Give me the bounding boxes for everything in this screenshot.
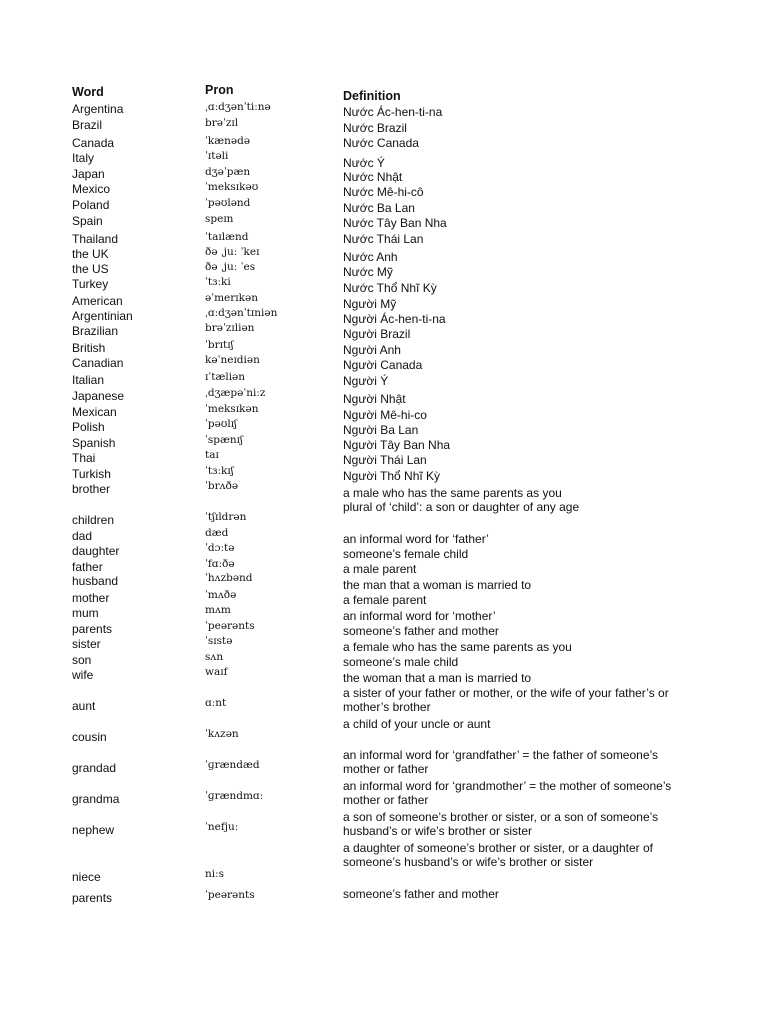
definition-cell: Nước Tây Ban Nha (343, 216, 447, 230)
word-cell: Japan (72, 167, 105, 181)
pron-cell: ˈpeərənts (205, 620, 255, 632)
definition-cell: Người Brazil (343, 327, 411, 341)
pron-cell: ˈhʌzbənd (205, 572, 253, 584)
pron-cell: dæd (205, 527, 229, 539)
pron-cell: ˈtɜːkɪʃ (205, 465, 234, 477)
pron-cell: kəˈneɪdiən (205, 354, 260, 366)
definition-cell: Người Canada (343, 358, 423, 372)
pron-cell: ðə ˌjuː ˈkeɪ (205, 246, 260, 258)
word-cell: Mexico (72, 182, 111, 196)
definition-cell: Người Nhật (343, 392, 406, 406)
pron-cell: ðə ˌjuː ˈes (205, 261, 256, 273)
word-cell: British (72, 341, 106, 355)
definition-cell: an informal word for ‘grandfather’ = the father of someone’s mother or father (343, 748, 658, 776)
word-cell: brother (72, 482, 111, 496)
word-cell: Italian (72, 373, 105, 387)
definition-cell: Người Ý (343, 374, 389, 388)
pron-cell: ˈpəʊlɪʃ (205, 418, 237, 430)
word-cell: parents (72, 891, 113, 905)
pron-cell: ˈtɜːki (205, 276, 231, 288)
word-cell: the US (72, 262, 109, 276)
pron-cell: ˈkʌzən (205, 728, 239, 740)
word-cell: children (72, 513, 115, 527)
pron-cell: ˈsɪstə (205, 635, 233, 647)
definition-cell: someone’s father and mother (343, 624, 499, 638)
pron-cell: ˈdɔːtə (205, 542, 235, 554)
pron-cell: ˈbrʌðə (205, 480, 239, 492)
pron-cell: ˈpəʊlənd (205, 197, 251, 209)
word-cell: mum (72, 606, 99, 620)
definition-cell: Nước Ác-hen-ti-na (343, 105, 443, 119)
definition-cell: someone’s father and mother (343, 887, 499, 901)
word-cell: Turkish (72, 467, 111, 481)
definition-cell: Nước Ý (343, 156, 385, 170)
word-cell: Brazil (72, 118, 103, 132)
definition-cell: an informal word for ‘mother’ (343, 609, 496, 623)
word-cell: Argentinian (72, 309, 133, 323)
word-cell: aunt (72, 699, 96, 713)
word-cell: Japanese (72, 389, 125, 403)
definition-cell: Người Mê-hi-co (343, 408, 427, 422)
word-cell: niece (72, 870, 101, 884)
definition-cell: a son of someone’s brother or sister, or a son of someone’s husband’s or wife’s brother or sister (343, 810, 659, 838)
word-cell: dad (72, 529, 93, 543)
pron-cell: speɪn (205, 213, 234, 225)
definition-cell: Nước Mỹ (343, 265, 393, 279)
definition-cell: a daughter of someone’s brother or sister, or a daughter of someone’s husband’s or wife’s brother or sister (343, 841, 653, 869)
pron-cell: ˈɡrændmɑː (205, 790, 264, 802)
definition-cell: an informal word for ‘father’ (343, 532, 489, 546)
pron-cell: taɪ (205, 449, 219, 461)
definition-cell: someone’s male child (343, 655, 459, 669)
word-cell: Spanish (72, 436, 116, 450)
definition-cell: Nước Brazil (343, 121, 407, 135)
pron-cell: ˈtaɪlænd (205, 231, 249, 243)
definition-cell: the man that a woman is married to (343, 578, 532, 592)
pron-cell: ˌɑːdʒənˈtiːnə (205, 101, 271, 113)
word-cell: father (72, 560, 103, 574)
pron-cell: ˈmeksɪkən (205, 403, 259, 415)
definition-cell: Nước Ba Lan (343, 201, 415, 215)
word-cell: wife (72, 668, 94, 682)
word-cell: cousin (72, 730, 107, 744)
word-cell: grandad (72, 761, 117, 775)
definition-cell: Người Ba Lan (343, 423, 419, 437)
definition-cell: Người Ác-hen-ti-na (343, 312, 446, 326)
word-cell: husband (72, 574, 119, 588)
word-cell: American (72, 294, 123, 308)
pron-cell: ˈnefjuː (205, 821, 239, 833)
pron-cell: ˈmʌðə (205, 589, 237, 601)
pron-cell: ˈpeərənts (205, 889, 255, 901)
pron-cell: ˈspænɪʃ (205, 434, 243, 446)
pron-cell: dʒəˈpæn (205, 166, 251, 178)
pron-cell: ˌdʒæpəˈniːz (205, 387, 266, 399)
definition-cell: Nước Nhật (343, 170, 403, 184)
pron-cell: ˈbrɪtɪʃ (205, 339, 234, 351)
pron-cell: ˈfɑːðə (205, 558, 235, 570)
definition-cell: Người Mỹ (343, 297, 397, 311)
pron-cell: ɑːnt (205, 697, 227, 709)
definition-cell: Nước Anh (343, 250, 398, 264)
pron-cell: mʌm (205, 604, 231, 616)
pron-cell: ˈmeksɪkəʊ (205, 181, 259, 193)
pron-cell: niːs (205, 868, 225, 880)
pron-cell: sʌn (205, 651, 224, 663)
definition-cell: Người Tây Ban Nha (343, 438, 451, 452)
definition-cell: Nước Thái Lan (343, 232, 424, 246)
word-cell: nephew (72, 823, 115, 837)
word-cell: Canada (72, 136, 115, 150)
pron-cell: brəˈzɪliən (205, 322, 255, 334)
definition-cell: someone’s female child (343, 547, 469, 561)
pron-cell: ˈɪtəli (205, 150, 229, 162)
header-pron: Pron (205, 83, 234, 97)
word-cell: Brazilian (72, 324, 119, 338)
definition-cell: Người Thổ Nhĩ Kỳ (343, 469, 441, 483)
pron-cell: waɪf (205, 666, 228, 678)
pron-cell: ˌɑːdʒənˈtɪniən (205, 307, 278, 319)
word-cell: the UK (72, 247, 109, 261)
definition-cell: the woman that a man is married to (343, 671, 532, 685)
pron-cell: brəˈzɪl (205, 117, 239, 129)
definition-cell: Nước Thổ Nhĩ Kỳ (343, 281, 437, 295)
word-cell: Spain (72, 214, 103, 228)
word-cell: Mexican (72, 405, 117, 419)
definition-cell: a female parent (343, 593, 427, 607)
header-word: Word (72, 85, 104, 99)
word-cell: daughter (72, 544, 120, 558)
word-cell: grandma (72, 792, 120, 806)
word-cell: Thailand (72, 232, 119, 246)
word-cell: son (72, 653, 92, 667)
word-cell: sister (72, 637, 101, 651)
definition-cell: plural of ‘child’: a son or daughter of any age (343, 500, 580, 514)
pron-cell: ˈɡrændæd (205, 759, 260, 771)
header-definition: Definition (343, 89, 401, 103)
definition-cell: a female who has the same parents as you (343, 640, 572, 654)
pron-cell: ɪˈtæliən (205, 371, 246, 383)
word-cell: Canadian (72, 356, 124, 370)
word-cell: Turkey (72, 277, 109, 291)
word-cell: Argentina (72, 102, 124, 116)
definition-cell: Người Anh (343, 343, 401, 357)
word-cell: Thai (72, 451, 96, 465)
word-cell: mother (72, 591, 110, 605)
word-cell: Italy (72, 151, 95, 165)
pron-cell: ˈkænədə (205, 135, 251, 147)
definition-cell: a male who has the same parents as you (343, 486, 562, 500)
definition-cell: Nước Canada (343, 136, 419, 150)
word-cell: Polish (72, 420, 105, 434)
definition-cell: a male parent (343, 562, 417, 576)
word-cell: Poland (72, 198, 110, 212)
definition-cell: Người Thái Lan (343, 453, 427, 467)
definition-cell: Nước Mê-hi-cô (343, 185, 424, 199)
definition-cell: a sister of your father or mother, or the wife of your father’s or mother’s brother (343, 686, 669, 714)
word-cell: parents (72, 622, 113, 636)
pron-cell: əˈmerɪkən (205, 292, 258, 304)
definition-cell: a child of your uncle or aunt (343, 717, 491, 731)
pron-cell: ˈtʃɪldrən (205, 511, 247, 523)
definition-cell: an informal word for ‘grandmother’ = the mother of someone’s mother or father (343, 779, 672, 807)
